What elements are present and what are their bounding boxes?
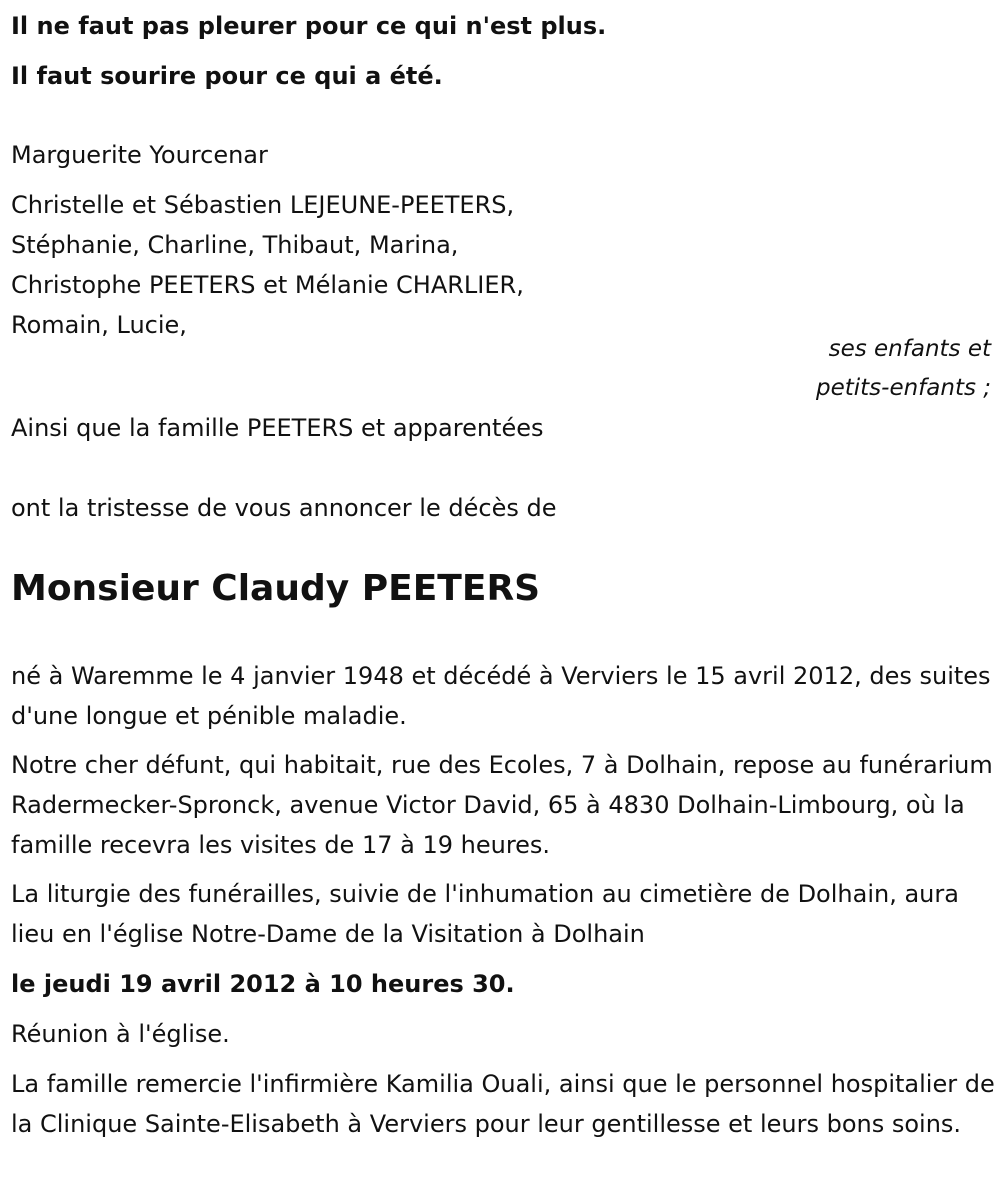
family-line: Romain, Lucie, (11, 311, 187, 339)
family-list (11, 185, 524, 345)
thanks-paragraph: La famille remercie l'infirmière Kamilia Ouali, ainsi que le personnel hospitalier de la Clinique Sainte-Elisabeth à Verviers pour leur gentillesse et leurs bons soins. (11, 1070, 995, 1138)
family-line: Christophe PEETERS et Mélanie CHARLIER, (11, 271, 524, 299)
family-line: Stéphanie, Charline, Thibaut, Marina, (11, 231, 459, 259)
family-line: Christelle et Sébastien LEJEUNE-PEETERS, (11, 191, 515, 219)
deceased-name: Monsieur Claudy PEETERS (11, 568, 541, 609)
family-role-line-1: ses enfants et (828, 336, 991, 362)
meeting-note: Réunion à l'église. (11, 1020, 230, 1048)
liturgy-paragraph: La liturgie des funérailles, suivie de l'inhumation au cimetière de Dolhain, aura lieu en l'église Notre-Dame de la Visitation à Dolhain (11, 880, 959, 948)
residence-paragraph: Notre cher défunt, qui habitait, rue des Ecoles, 7 à Dolhain, repose au funérarium Radermecker-Spronck, avenue Victor David, 65 à 4830 Dolhain-Limbourg, où la famille recevra les visites de 17 à 19 heures. (11, 751, 993, 859)
quote-line-1: Il ne faut pas pleurer pour ce qui n'est plus. (11, 12, 607, 40)
quote-author: Marguerite Yourcenar (11, 141, 268, 169)
extended-family: Ainsi que la famille PEETERS et apparentées (11, 414, 544, 442)
announcement-text: ont la tristesse de vous annoncer le décès de (11, 494, 557, 522)
birth-death-paragraph: né à Waremme le 4 janvier 1948 et décédé à Verviers le 15 avril 2012, des suites d'une longue et pénible maladie. (11, 662, 991, 730)
ceremony-date: le jeudi 19 avril 2012 à 10 heures 30. (11, 970, 515, 998)
family-role (816, 330, 991, 408)
quote-line-2: Il faut sourire pour ce qui a été. (11, 62, 443, 90)
family-role-line-2: petits-enfants ; (815, 375, 991, 401)
